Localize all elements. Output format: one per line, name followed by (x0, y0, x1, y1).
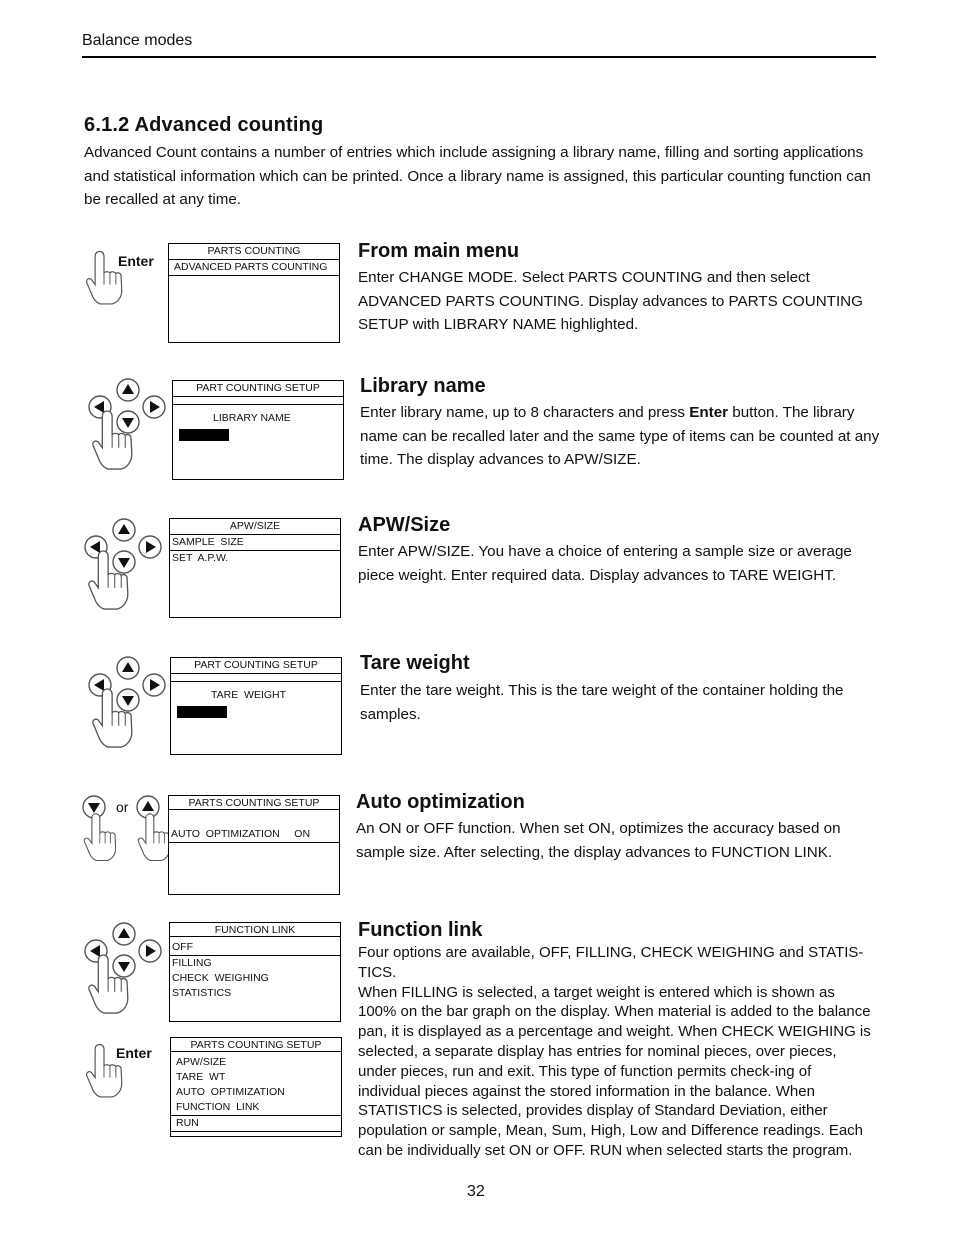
display-heading: PART COUNTING SETUP (173, 381, 343, 397)
down-arrow-icon (113, 551, 135, 573)
header-divider (82, 56, 876, 58)
step-text-function-link: Four options are available, OFF, FILLING, CHECK WEIGHING and STATIS-TICS. When FILLING is selected, a target weight is entered which is shown as 100% on the bar graph on the display. When material is added to the balance pan, it is displayed as a percentage and weight. When CHECK WEIGHING is selected, a separate display has entries for nominal pieces, over pieces, under pieces, run and exit. This type of function permits check-ing of individual pieces against the stored information in the balance. When STATISTICS is selected, provides display of Standard Deviation, either population or sample, Mean, Sum, High, Low and Difference readings. Each can be individually set ON or OFF. RUN when selected starts the program. (358, 944, 871, 1159)
arrow-keypad (80, 920, 170, 1018)
display-line: LIBRARY NAME (173, 404, 343, 426)
step-title-library: Library name (360, 375, 486, 397)
section-intro: Advanced Count contains a number of entries which include assigning a library name, filling and sorting applications and statistical information which can be printed. Once a library name is assigned, this particular counting function can be recalled at any time. (84, 144, 871, 209)
step-title-main-menu: From main menu (358, 240, 520, 262)
hand-press-icon (84, 814, 115, 861)
step-title-auto-optimization: Auto optimization (356, 791, 525, 813)
step-title-function-link: Function link (358, 919, 483, 941)
up-arrow-icon (113, 923, 135, 945)
text-part: Enter library name, up to 8 characters and press (360, 404, 690, 421)
display-line: APW/SIZE (176, 1056, 227, 1068)
display-main-menu (168, 243, 340, 343)
up-arrow-icon (117, 657, 139, 679)
arrow-keypad (80, 516, 170, 614)
page-header: Balance modes (82, 32, 193, 49)
display-auto-optimization (168, 795, 340, 895)
arrow-keypad (84, 376, 174, 474)
right-arrow-icon (139, 940, 161, 962)
display-line: FUNCTION LINK (176, 1101, 260, 1113)
up-arrow-icon (113, 519, 135, 541)
down-arrow-icon (117, 411, 139, 433)
display-line: TARE WT (176, 1071, 226, 1083)
step-title-apw: APW/Size (358, 514, 451, 536)
step-text-library (360, 401, 880, 472)
display-line: TARE WEIGHT (171, 681, 341, 703)
step-text-auto-optimization: An ON or OFF function. When set ON, optimizes the accuracy based on sample size. After selecting, the display advances to FUNCTION LINK. (356, 820, 841, 861)
step-text-apw: Enter APW/SIZE. You have a choice of entering a sample size or average piece weight. Enter required data. Display advances to TARE WEIGHT. (358, 543, 852, 584)
section-title: 6.1.2 Advanced counting (84, 114, 324, 136)
up-arrow-icon (117, 379, 139, 401)
right-arrow-icon (143, 396, 165, 418)
display-line: SET A.P.W. (172, 552, 229, 564)
display-line: ADVANCED PARTS COUNTING (169, 260, 339, 276)
input-cursor-block (177, 706, 227, 718)
display-line: SAMPLE SIZE (170, 535, 340, 551)
display-library-name (172, 380, 344, 480)
display-heading: PARTS COUNTING SETUP (169, 796, 339, 810)
up-key-press (134, 795, 170, 867)
enter-key-label: Enter (116, 1045, 152, 1061)
display-heading: APW/SIZE (170, 519, 340, 535)
enter-key-reference: Enter (689, 404, 729, 421)
display-line: AUTO OPTIMIZATION ON (169, 827, 339, 843)
display-line: AUTO OPTIMIZATION (176, 1086, 285, 1098)
display-line: OFF (170, 940, 340, 956)
hand-press-icon (138, 814, 169, 861)
display-setup-summary (170, 1037, 342, 1137)
display-line: RUN (171, 1115, 341, 1132)
display-function-link (169, 922, 341, 1022)
down-key-press (80, 795, 116, 867)
right-arrow-icon (139, 536, 161, 558)
arrow-keypad (84, 654, 174, 752)
display-heading: PART COUNTING SETUP (171, 658, 341, 674)
down-arrow-icon (113, 955, 135, 977)
display-line: FILLING (172, 957, 212, 969)
display-heading: PARTS COUNTING (169, 244, 339, 260)
display-tare-weight (170, 657, 342, 755)
display-line: STATISTICS (172, 987, 232, 999)
right-arrow-icon (143, 674, 165, 696)
display-heading: PARTS COUNTING SETUP (171, 1038, 341, 1052)
enter-key-label: Enter (118, 253, 154, 269)
step-text-main-menu: Enter CHANGE MODE. Select PARTS COUNTING and then select ADVANCED PARTS COUNTING. Display advances to PARTS COUNTING SETUP with LIBRARY NAME highlighted. (358, 269, 863, 334)
step-title-tare: Tare weight (360, 652, 470, 674)
step-text-tare: Enter the tare weight. This is the tare weight of the container holding the samples. (360, 682, 844, 723)
page-number: 32 (467, 1183, 485, 1200)
down-arrow-icon (117, 689, 139, 711)
display-line: CHECK WEIGHING (172, 972, 269, 984)
display-apw-size (169, 518, 341, 618)
input-cursor-block (179, 429, 229, 441)
or-label: or (116, 799, 129, 815)
display-heading: FUNCTION LINK (170, 923, 340, 937)
text-part: button. The library name can be recalled later and the same type of items can be counted at any time. The display advances to APW/SIZE. (360, 404, 880, 469)
